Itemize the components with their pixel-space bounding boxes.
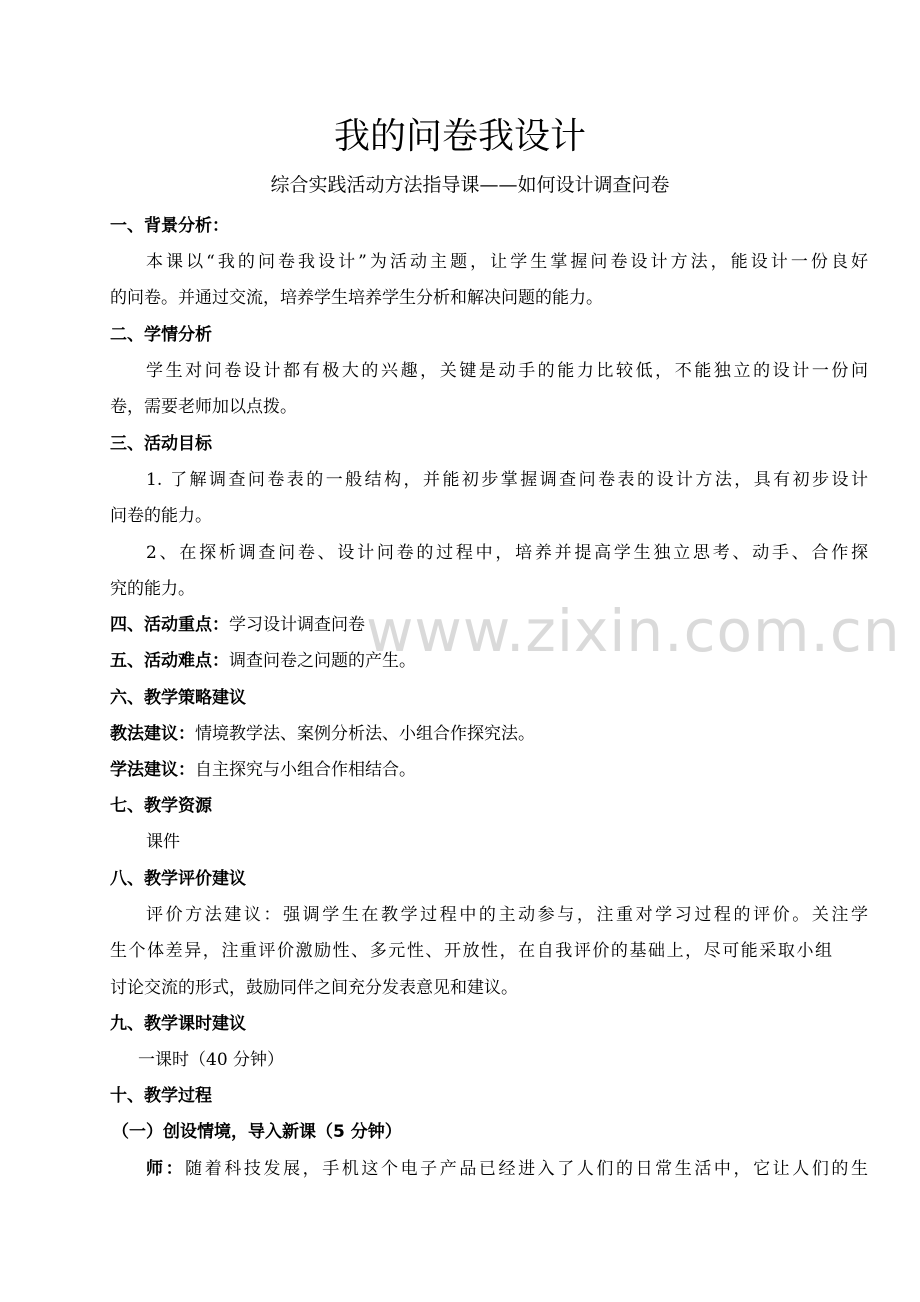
key-point-text: 学习设计调查问卷 xyxy=(229,615,365,635)
class-hours-text: 一课时（40 分钟） xyxy=(138,1050,285,1070)
difficulty-label: 五、活动难点： xyxy=(110,651,229,671)
learning-method-label: 学法建议： xyxy=(110,760,195,780)
learning-method-line xyxy=(110,756,832,784)
paragraph-line: 卷，需要老师加以点拨。 xyxy=(110,397,297,417)
resources-text: 课件 xyxy=(146,832,180,852)
key-point-label: 四、活动重点： xyxy=(110,615,229,635)
section-heading-class-hours: 九、教学课时建议 xyxy=(110,1014,246,1034)
section-heading-resources: 七、教学资源 xyxy=(110,796,212,816)
objective-line: 2、在探析调查问卷、设计问卷的过程中，培养并提高学生独立思考、动手、合作探 xyxy=(146,543,868,563)
paragraph-line: 本课以“我的问卷我设计”为活动主题，让学生掌握问卷设计方法，能设计一份良好 xyxy=(146,252,868,272)
document-subtitle: 综合实践活动方法指导课——如何设计调查问卷 xyxy=(270,174,670,196)
section-heading-background: 一、背景分析： xyxy=(110,216,229,236)
document-title: 我的问卷我设计 xyxy=(333,116,586,157)
teacher-line xyxy=(110,1155,868,1183)
section-heading-learner-analysis: 二、学情分析 xyxy=(110,325,212,345)
watermark: www.zixin.com.cn xyxy=(366,597,901,665)
teacher-text: 随着科技发展，手机这个电子产品已经进入了人们的日常生活中，它让人们的生 xyxy=(185,1159,869,1179)
teaching-method-line xyxy=(110,720,832,748)
objective-line: 问卷的能力。 xyxy=(110,506,212,526)
section-heading-process: 十、教学过程 xyxy=(110,1086,212,1106)
learning-method-text: 自主探究与小组合作相结合。 xyxy=(195,760,416,780)
paragraph-line: 生个体差异，注重评价激励性、多元性、开放性，在自我评价的基础上，尽可能采取小组 xyxy=(110,941,832,961)
paragraph-line: 的问卷。并通过交流，培养学生培养学生分析和解决问题的能力。 xyxy=(110,288,603,308)
paragraph-line: 讨论交流的形式，鼓励同伴之间充分发表意见和建议。 xyxy=(110,978,518,998)
teacher-label: 师： xyxy=(146,1159,186,1179)
objective-line: 1. 了解调查问卷表的一般结构，并能初步掌握调查问卷表的设计方法，具有初步设计 xyxy=(146,470,868,490)
section-heading-evaluation: 八、教学评价建议 xyxy=(110,869,246,889)
section-heading-strategy: 六、教学策略建议 xyxy=(110,688,246,708)
paragraph-line: 评价方法建议：强调学生在教学过程中的主动参与，注重对学习过程的评价。关注学 xyxy=(146,905,868,925)
teaching-method-text: 情境教学法、案例分析法、小组合作探究法。 xyxy=(195,724,535,744)
teaching-method-label: 教法建议： xyxy=(110,724,195,744)
paragraph-line: 学生对问卷设计都有极大的兴趣，关键是动手的能力比较低，不能独立的设计一份问 xyxy=(146,361,868,381)
objective-line: 究的能力。 xyxy=(110,579,195,599)
section-heading-objectives: 三、活动目标 xyxy=(110,434,212,454)
subsection-heading: （一）创设情境，导入新课（5 分钟） xyxy=(112,1122,402,1142)
difficulty-text: 调查问卷之问题的产生。 xyxy=(229,651,416,671)
